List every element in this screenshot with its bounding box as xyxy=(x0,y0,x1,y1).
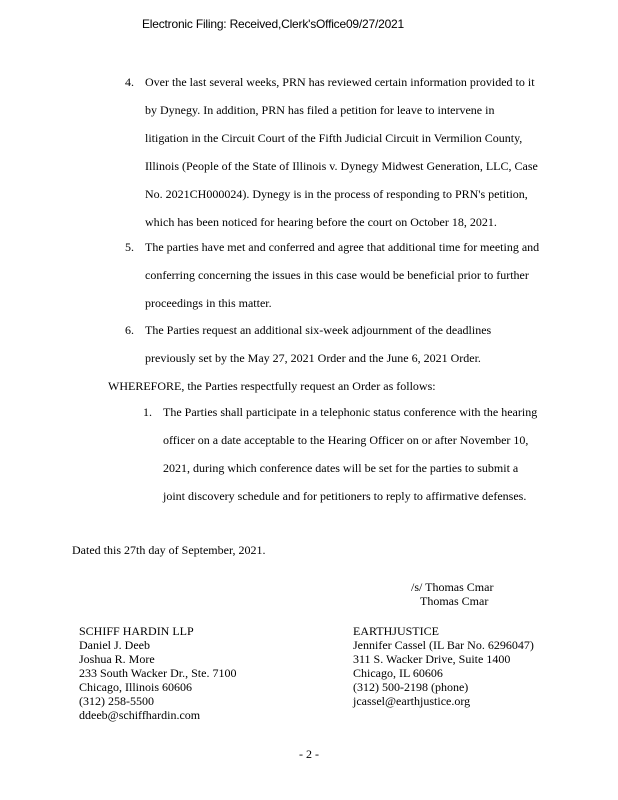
electronic-filing-stamp: Electronic Filing: Received,Clerk'sOffice09/27/2021 xyxy=(142,17,405,31)
paragraph-line: The Parties request an additional six-week adjournment of the deadlines xyxy=(145,323,492,337)
counsel-line: 311 S. Wacker Drive, Suite 1400 xyxy=(353,652,511,666)
counsel-firm: EARTHJUSTICE xyxy=(353,624,439,638)
counsel-line: Joshua R. More xyxy=(79,652,155,666)
paragraph-line: litigation in the Circuit Court of the Fifth Judicial Circuit in Vermilion County, xyxy=(145,131,523,145)
paragraph-4 xyxy=(125,68,550,236)
counsel-line: Daniel J. Deeb xyxy=(79,638,150,652)
counsel-line: (312) 500-2198 (phone) xyxy=(353,680,469,694)
order-item-number: 1. xyxy=(143,405,152,419)
paragraph-6 xyxy=(125,316,550,372)
signature-name: Thomas Cmar xyxy=(420,594,489,608)
paragraph-line: Over the last several weeks, PRN has reviewed certain information provided to it xyxy=(145,75,535,89)
paragraph-line: No. 2021CH000024). Dynegy is in the process of responding to PRN's petition, xyxy=(145,187,528,201)
dated-line: Dated this 27th day of September, 2021. xyxy=(72,543,266,557)
paragraph-line: by Dynegy. In addition, PRN has filed a petition for leave to intervene in xyxy=(145,103,495,117)
signature-line: /s/ Thomas Cmar xyxy=(411,580,494,594)
paragraph-5 xyxy=(125,233,550,317)
page-number: - 2 - xyxy=(299,747,319,761)
paragraph-line: which has been noticed for hearing before the court on October 18, 2021. xyxy=(145,215,497,229)
order-item-line: joint discovery schedule and for petitioners to reply to affirmative defenses. xyxy=(163,489,527,503)
paragraph-number: 4. xyxy=(125,75,134,89)
counsel-block-schiff-hardin xyxy=(79,624,236,722)
counsel-email: jcassel@earthjustice.org xyxy=(353,694,471,708)
order-item-line: The Parties shall participate in a telephonic status conference with the hearing xyxy=(163,405,538,419)
paragraph-line: conferring concerning the issues in this case would be beneficial prior to further xyxy=(145,268,529,282)
counsel-line: Chicago, IL 60606 xyxy=(353,666,443,680)
paragraph-line: proceedings in this matter. xyxy=(145,296,272,310)
order-item-1 xyxy=(143,398,553,510)
order-item-line: 2021, during which conference dates will be set for the parties to submit a xyxy=(163,461,519,475)
counsel-line: Chicago, Illinois 60606 xyxy=(79,680,192,694)
paragraph-line: The parties have met and conferred and agree that additional time for meeting and xyxy=(145,240,540,254)
signature-block xyxy=(411,580,493,608)
order-item-line: officer on a date acceptable to the Hearing Officer on or after November 10, xyxy=(163,433,529,447)
counsel-line: 233 South Wacker Dr., Ste. 7100 xyxy=(79,666,237,680)
paragraph-number: 6. xyxy=(125,323,134,337)
counsel-firm: SCHIFF HARDIN LLP xyxy=(79,624,194,638)
paragraph-line: Illinois (People of the State of Illinois v. Dynegy Midwest Generation, LLC, Case xyxy=(145,159,538,173)
paragraph-number: 5. xyxy=(125,240,134,254)
counsel-line: Jennifer Cassel (IL Bar No. 6296047) xyxy=(353,638,534,652)
wherefore-clause: WHEREFORE, the Parties respectfully request an Order as follows: xyxy=(108,379,436,393)
counsel-email: ddeeb@schiffhardin.com xyxy=(79,708,201,722)
paragraph-line: previously set by the May 27, 2021 Order and the June 6, 2021 Order. xyxy=(145,351,481,365)
counsel-block-earthjustice xyxy=(353,624,534,708)
counsel-line: (312) 258-5500 xyxy=(79,694,154,708)
